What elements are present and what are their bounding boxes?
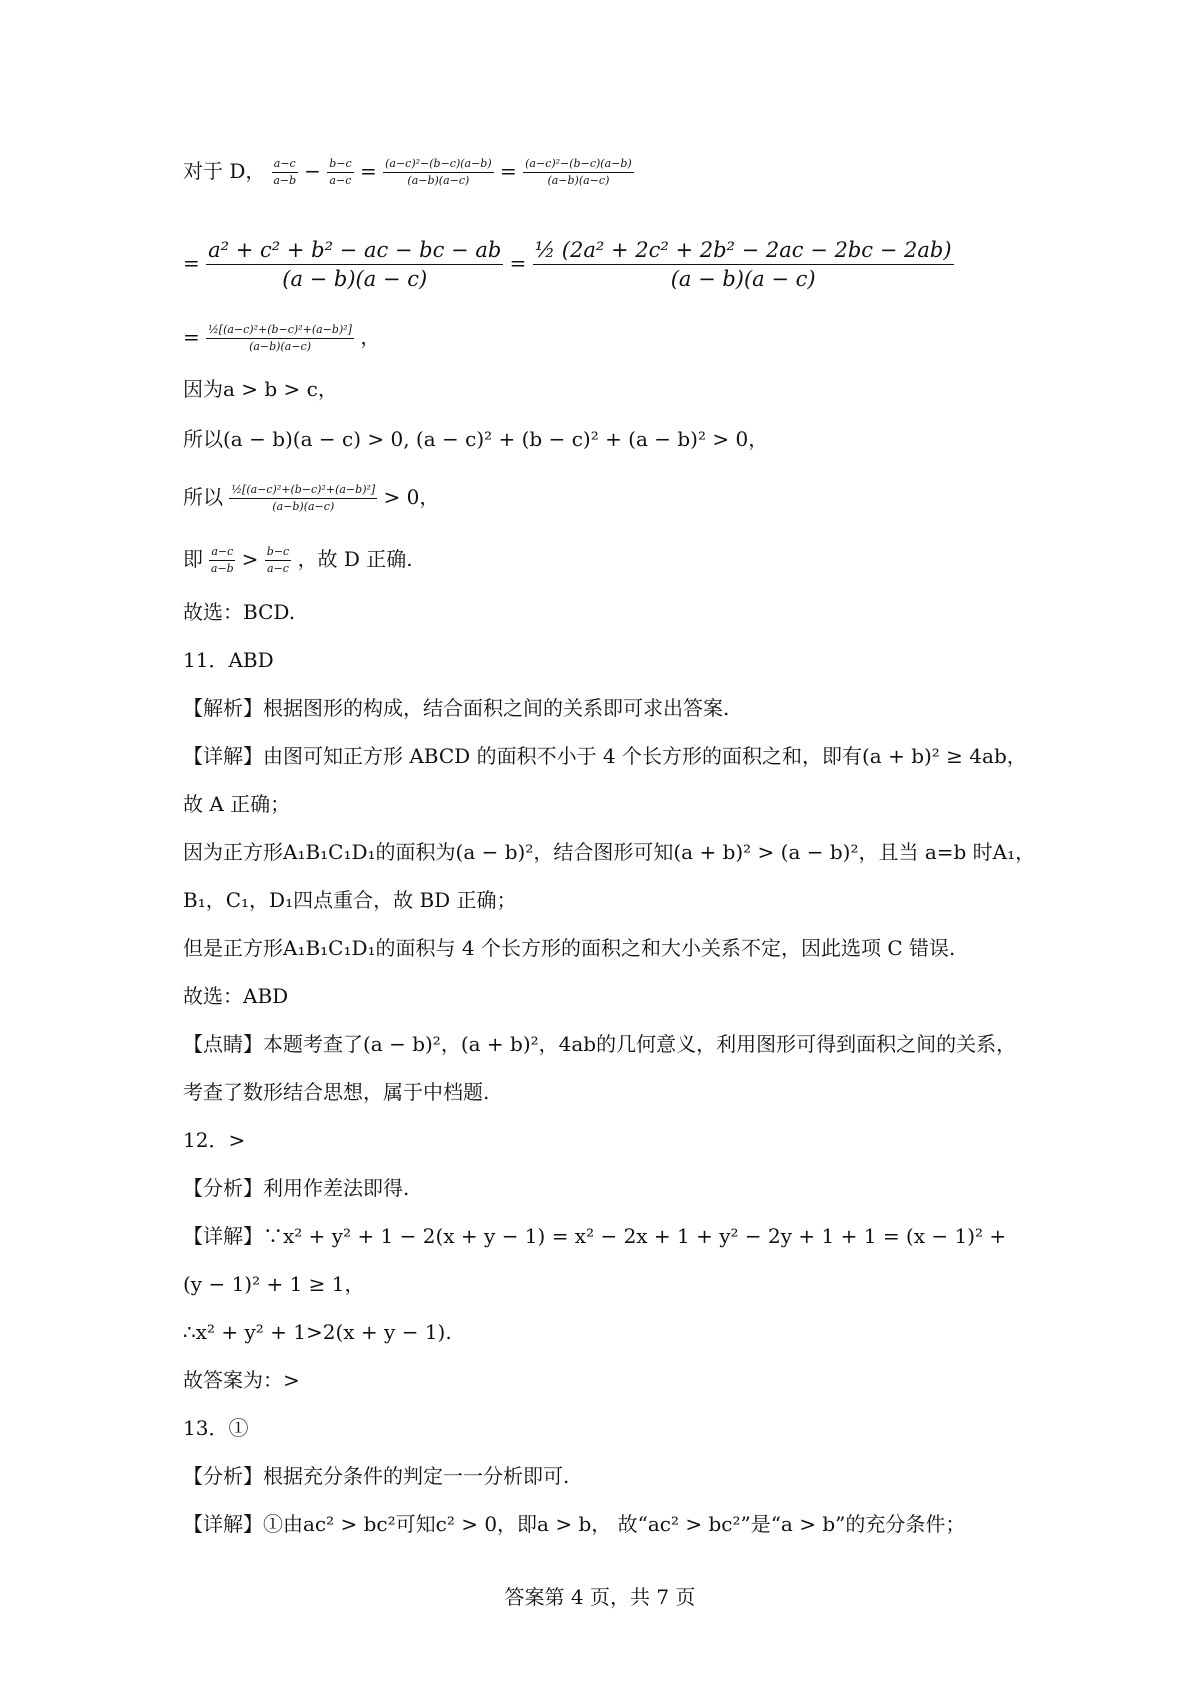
line-prefix: 对于 D， (183, 159, 266, 183)
question-number: 12．> (183, 1128, 246, 1152)
text-line: 但是正方形A₁B₁C₁D₁的面积与 4 个长方形的面积之和大小关系不定，因此选项 C 错误. (183, 936, 956, 960)
text-line: (y − 1)² + 1 ≥ 1， (183, 1272, 365, 1296)
operator: > (241, 547, 259, 571)
fraction: $\frac{a-c}{a-b}$ (273, 157, 297, 187)
text-line: 【点睛】本题考查了(a − b)²，(a + b)²，4ab的几何意义，利用图形可得到面积之间的关系， (183, 1032, 1017, 1056)
question-number: 11．ABD (183, 648, 274, 672)
text-line: 【详解】∵x² + y² + 1 − 2(x + y − 1) = x² − 2x + 1 + y² − 2y + 1 + 1 = (x − 1)² + (183, 1224, 1007, 1248)
fraction: $\frac{\text{½[(a−c)²+(b−c)²+(a−b)²]}}{(a-b)(a-c)}$ (231, 483, 376, 513)
text-line: 【分析】根据充分条件的判定一一分析即可. (183, 1464, 570, 1488)
text-line: 故选：BCD. (183, 600, 296, 624)
operator: = (500, 159, 517, 183)
text-line: 【解析】根据图形的构成，结合面积之间的关系即可求出答案. (183, 696, 730, 720)
text-line: 所以(a − b)(a − c) > 0, (a − c)² + (b − c)² + (a − b)² > 0， (183, 427, 769, 451)
fraction: $\frac{\text{½[(a−c)²+(b−c)²+(a−b)²]}}{(a-b)(a-c)}$ (208, 323, 352, 353)
text-line: 因为a > b > c， (183, 377, 338, 401)
text-line: ∴x² + y² + 1>2(x + y − 1). (183, 1320, 452, 1344)
text-line: 因为正方形A₁B₁C₁D₁的面积为(a − b)²，结合图形可知(a + b)² > (a − b)²，且当 a=b 时A₁， (183, 840, 1036, 864)
fraction: $\frac{b-c}{a-c}$ (329, 157, 352, 187)
text-line: B₁，C₁，D₁四点重合，故 BD 正确； (183, 888, 517, 912)
fraction: $\frac{\text{(a−c)²−(b−c)(a−b)}}{(a-b)(a-c)}$ (385, 157, 492, 187)
text-line: 考查了数形结合思想，属于中档题. (183, 1080, 490, 1104)
operator: = (183, 325, 200, 349)
question-number: 13．① (183, 1416, 249, 1440)
text-line: 故选：ABD (183, 984, 289, 1008)
line-sum-of-squares: = $\frac{\text{½[(a−c)²+(b−c)²+(a−b)²]}}{(a-b)(a-c)}$ ， (183, 323, 381, 353)
fraction: $\frac{b-c}{a-c}$ (266, 545, 290, 575)
fraction: $\frac{\text{a² + c² + b² − ac − bc − ab}}{(a - b)(a - c)}$ (208, 238, 502, 291)
operator: − (304, 159, 321, 183)
operator: = (183, 251, 200, 275)
operator: = (509, 251, 527, 275)
text-line: 故 A 正确； (183, 792, 291, 816)
line-d-intro (183, 156, 1050, 189)
text-line: 故答案为：> (183, 1368, 300, 1392)
text-line: 【详解】由图可知正方形 ABCD 的面积不小于 4 个长方形的面积之和，即有(a + b)² ≥ 4ab， (183, 744, 1027, 768)
text-line: 【分析】利用作差法即得. (183, 1176, 410, 1200)
text-line: 【详解】①由ac² > bc²可知c² > 0，即a > b， 故“ac² > bc²”是“a > b”的充分条件； (183, 1512, 966, 1536)
page-footer: 答案第 4 页，共 7 页 (504, 1585, 696, 1609)
line-positive: 所以 $\frac{\text{½[(a−c)²+(b−c)²+(a−b)²]}}{(a-b)(a-c)}$ > 0， (183, 483, 440, 513)
fraction: $\frac{\text{½ (2a² + 2c² + 2b² − 2ac − 2bc − 2ab)}}{(a - b)(a - c)}$ (534, 238, 952, 291)
fraction: $\frac{a-c}{a-b}$ (210, 545, 234, 575)
fraction: $\frac{\text{(a−c)²−(b−c)(a−b)}}{(a-b)(a-c)}$ (525, 157, 632, 187)
line-conclusion-d: 即 $\frac{a-c}{a-b}$ > $\frac{b-c}{a-c}$ ，故 D 正确. (183, 545, 413, 575)
line-expansion (183, 236, 1050, 293)
operator: = (359, 159, 377, 183)
